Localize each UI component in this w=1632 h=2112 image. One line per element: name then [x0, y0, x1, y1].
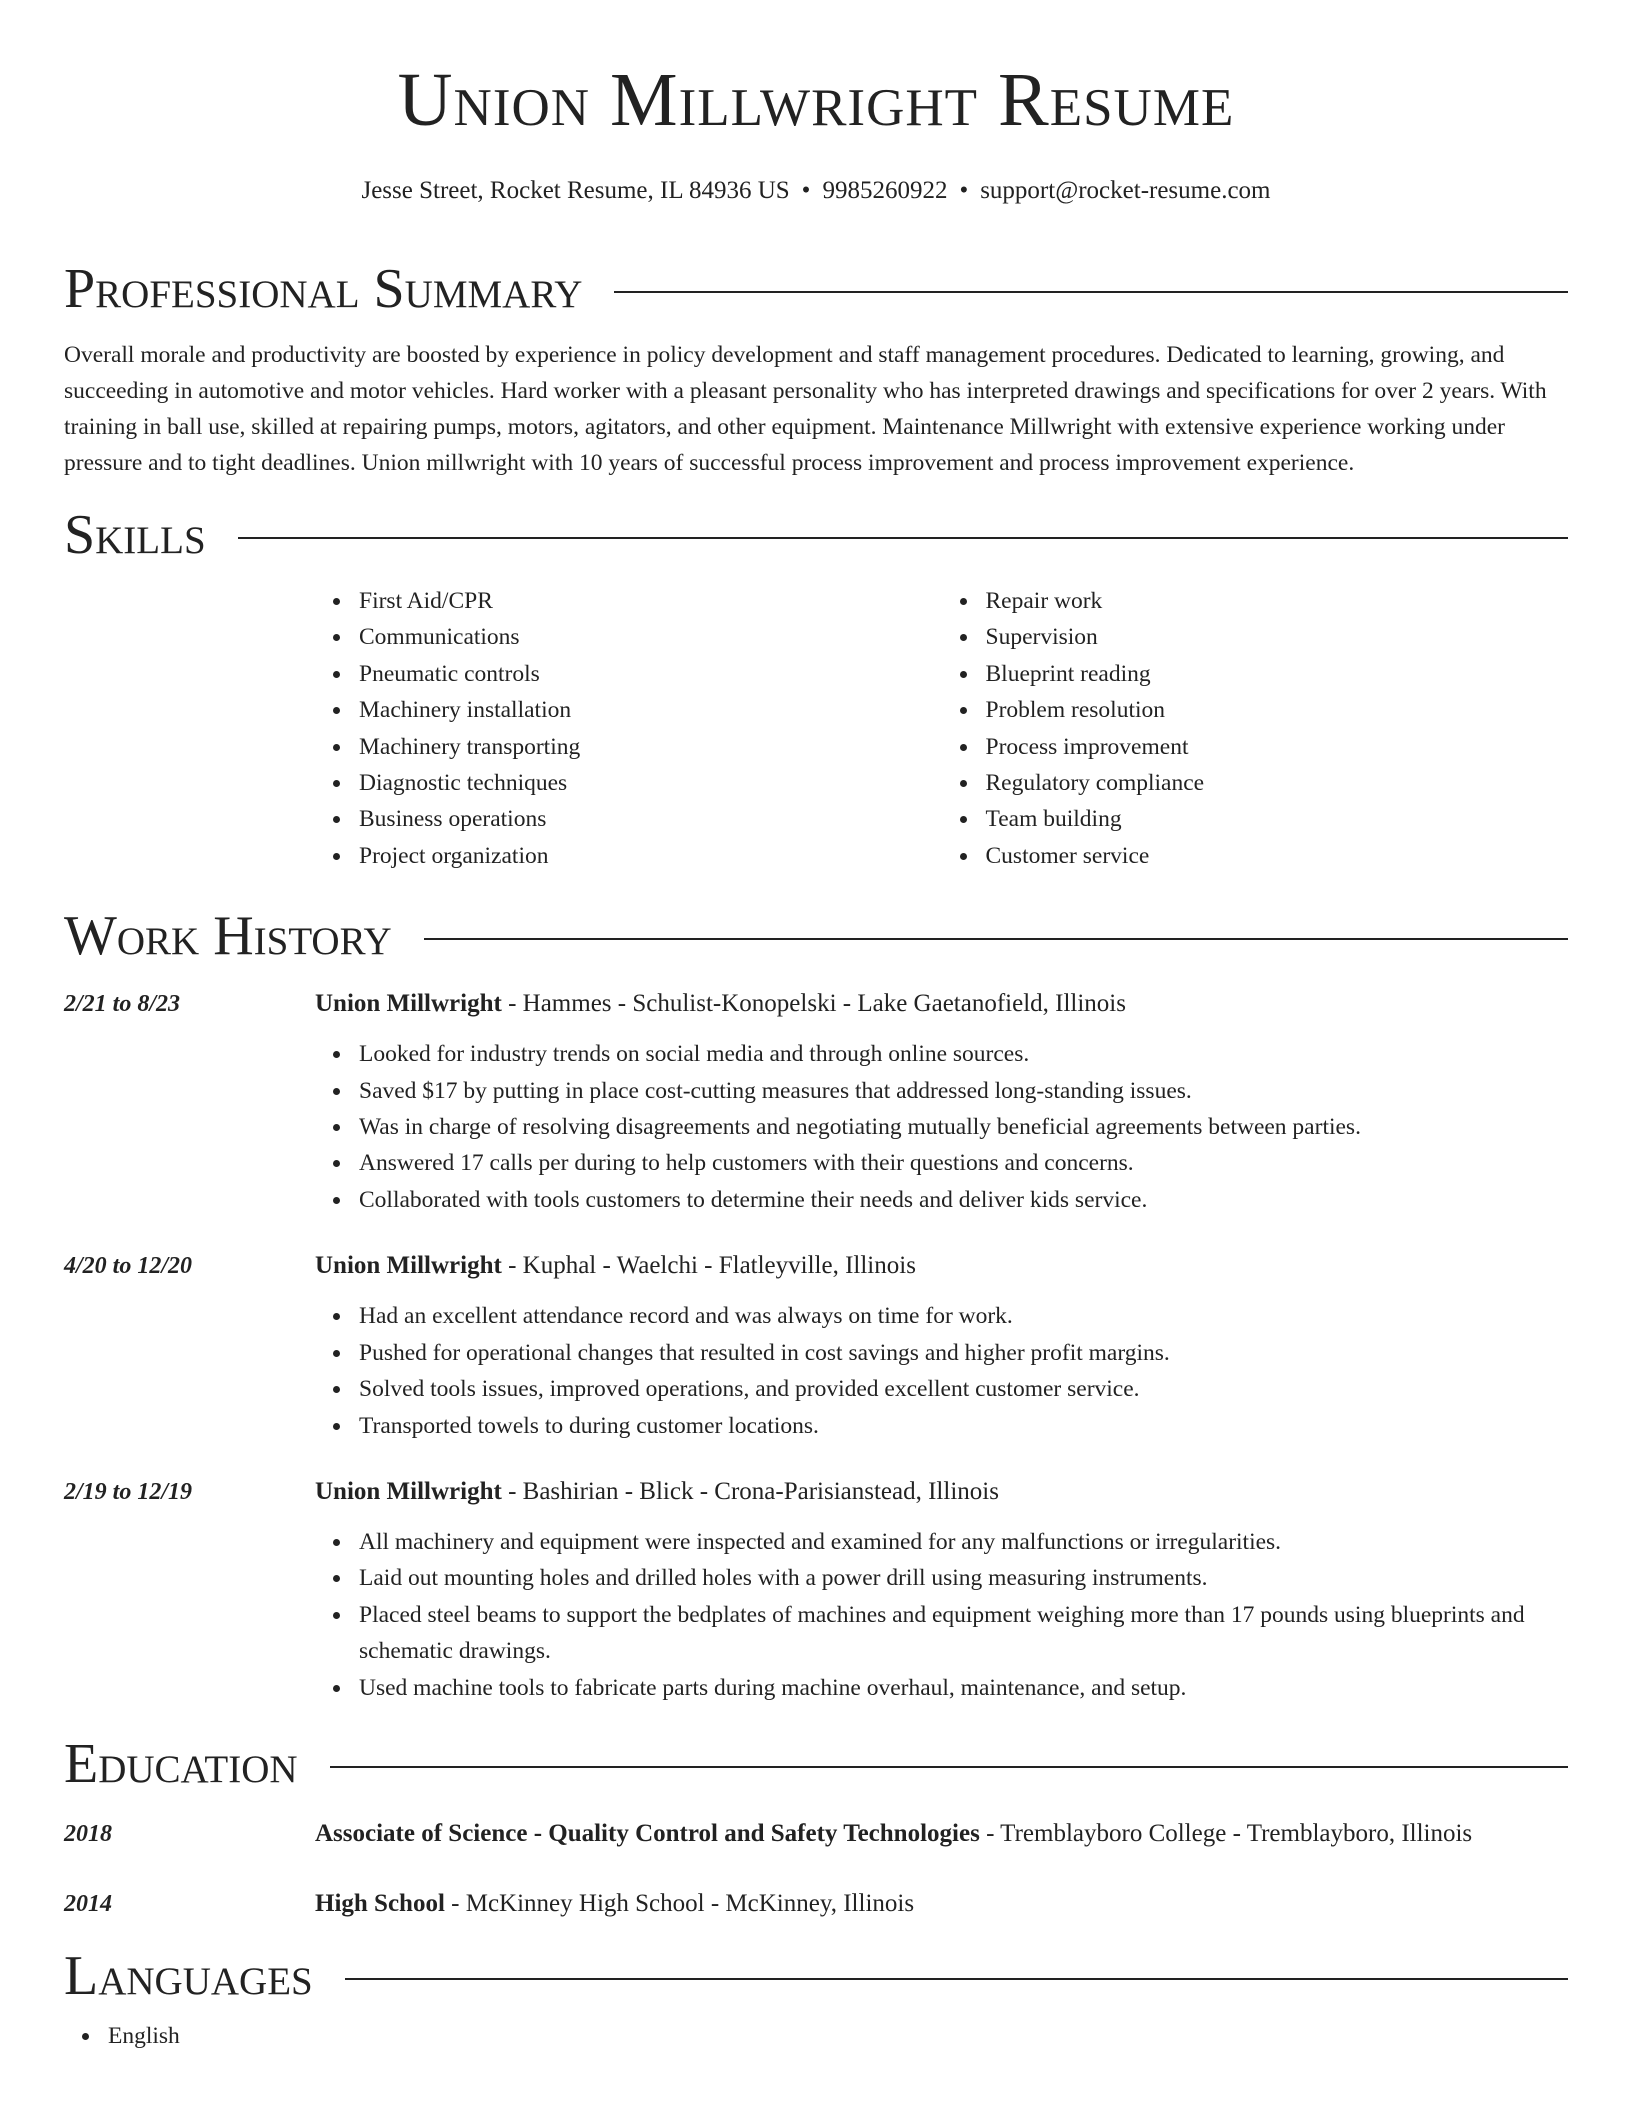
section-title: Education	[64, 1732, 298, 1795]
skill-item: Blueprint reading	[986, 656, 1569, 692]
skill-item: Customer service	[986, 838, 1569, 874]
skill-item: First Aid/CPR	[359, 583, 942, 619]
work-history-section	[64, 905, 1568, 1706]
skill-item: Supervision	[986, 619, 1569, 655]
job-bullet: Saved $17 by putting in place cost-cutting measures that addressed long-standing issues.	[359, 1073, 1568, 1109]
section-title: Professional Summary	[64, 258, 583, 320]
job-title-line	[315, 1248, 1568, 1284]
email: support@rocket-resume.com	[980, 177, 1271, 204]
section-title: Skills	[64, 504, 206, 566]
section-title: Work History	[64, 905, 392, 968]
section-header	[64, 1944, 1568, 2007]
job-entry	[64, 1474, 1568, 1706]
job-content	[315, 1474, 1568, 1706]
education-year: 2018	[64, 1820, 112, 1847]
contact-line	[0, 178, 1632, 203]
job-employer: - Bashirian - Blick - Crona-Parisianstead, Illinois	[501, 1477, 999, 1505]
job-dates: 2/21 to 8/23	[64, 991, 181, 1018]
job-bullets	[315, 1298, 1568, 1444]
skills-columns	[315, 583, 1568, 874]
job-title-line	[315, 1474, 1568, 1510]
job-title: Union Millwright	[315, 1252, 502, 1280]
skill-item: Machinery transporting	[359, 729, 942, 765]
summary-text: Overall morale and productivity are boosted by experience in policy development and staff management procedures. Dedicated to learning, growing, and succeeding in automotive and motor vehicles. Hard worker with a pleasant personality who has interpreted drawings and specifications for over 2 years. With training in ball use, skilled at repairing pumps, motors, agitators, and other equipment. Maintenance Millwright with extensive experience working under pressure and to tight deadlines. Union millwright with 10 years of successful process improvement and process improvement experience.	[64, 342, 1547, 476]
separator: •	[959, 177, 969, 204]
job-title-line	[315, 986, 1568, 1022]
skill-item: Project organization	[359, 838, 942, 874]
job-bullet: Looked for industry trends on social media and through online sources.	[359, 1036, 1568, 1072]
section-rule	[424, 938, 1568, 940]
job-bullet: Solved tools issues, improved operations, and provided excellent customer service.	[359, 1371, 1568, 1407]
job-entry	[64, 1248, 1568, 1444]
job-employer: - Hammes - Schulist-Konopelski - Lake Gaetanofield, Illinois	[501, 990, 1126, 1018]
education-degree: Associate of Science - Quality Control and Safety Technologies	[315, 1819, 980, 1847]
job-title: Union Millwright	[315, 1477, 502, 1505]
education-year: 2014	[64, 1890, 112, 1917]
address: Jesse Street, Rocket Resume, IL 84936 US	[361, 177, 790, 204]
job-content	[315, 986, 1568, 1218]
skill-item: Team building	[986, 801, 1569, 837]
section-header	[64, 504, 1568, 566]
skills-section	[64, 504, 1568, 874]
separator: •	[801, 177, 811, 204]
education-entry	[64, 1816, 1568, 1852]
job-bullet: Transported towels to during customer locations.	[359, 1408, 1568, 1444]
skill-item: Diagnostic techniques	[359, 765, 942, 801]
job-bullet: Collaborated with tools customers to determine their needs and deliver kids service.	[359, 1182, 1568, 1218]
section-header	[64, 1732, 1568, 1795]
job-bullet: Used machine tools to fabricate parts during machine overhaul, maintenance, and setup.	[359, 1670, 1568, 1706]
job-bullets	[315, 1036, 1568, 1218]
education-entry	[64, 1886, 1568, 1922]
education-content	[315, 1886, 1568, 1922]
section-rule	[238, 537, 1568, 539]
language-item: English	[108, 2018, 1568, 2054]
section-header	[64, 258, 1568, 320]
education-school: - McKinney High School - McKinney, Illinois	[444, 1889, 915, 1917]
section-rule	[345, 1978, 1568, 1980]
summary-section	[64, 258, 1568, 481]
languages-section	[64, 1944, 1568, 2054]
education-content	[315, 1816, 1568, 1852]
section-header	[64, 905, 1568, 968]
section-title: Languages	[64, 1944, 313, 2007]
job-bullet: All machinery and equipment were inspected and examined for any malfunctions or irregularities.	[359, 1524, 1568, 1560]
skill-item: Regulatory compliance	[986, 765, 1569, 801]
job-bullet: Answered 17 calls per during to help customers with their questions and concerns.	[359, 1145, 1568, 1181]
job-bullet: Placed steel beams to support the bedplates of machines and equipment weighing more than 17 pounds using blueprints and schematic drawings.	[359, 1597, 1568, 1670]
education-degree: High School	[315, 1889, 445, 1917]
job-entry	[64, 986, 1568, 1218]
skill-item: Problem resolution	[986, 692, 1569, 728]
education-section	[64, 1732, 1568, 1922]
languages-list	[64, 2018, 1568, 2054]
phone: 9985260922	[822, 177, 948, 204]
resume-title: Union Millwright Resume	[397, 58, 1235, 142]
job-title: Union Millwright	[315, 990, 502, 1018]
job-employer: - Kuphal - Waelchi - Flatleyville, Illinois	[501, 1252, 916, 1280]
job-bullet: Pushed for operational changes that resulted in cost savings and higher profit margins.	[359, 1335, 1568, 1371]
skill-item: Pneumatic controls	[359, 656, 942, 692]
skill-item: Communications	[359, 619, 942, 655]
job-bullet: Laid out mounting holes and drilled holes with a power drill using measuring instruments.	[359, 1560, 1568, 1596]
skill-item: Process improvement	[986, 729, 1569, 765]
education-school: - Tremblayboro College - Tremblayboro, Illinois	[979, 1819, 1473, 1847]
job-dates: 2/19 to 12/19	[64, 1478, 193, 1505]
skill-item: Repair work	[986, 583, 1569, 619]
skill-item: Machinery installation	[359, 692, 942, 728]
section-rule	[614, 291, 1568, 293]
section-rule	[330, 1766, 1568, 1768]
job-dates: 4/20 to 12/20	[64, 1253, 193, 1280]
job-content	[315, 1248, 1568, 1444]
job-bullet: Was in charge of resolving disagreements and negotiating mutually beneficial agreements between parties.	[359, 1109, 1568, 1145]
skills-list-left	[315, 583, 942, 874]
job-bullet: Had an excellent attendance record and was always on time for work.	[359, 1298, 1568, 1334]
job-bullets	[315, 1524, 1568, 1706]
skills-list-right	[942, 583, 1569, 874]
skill-item: Business operations	[359, 801, 942, 837]
